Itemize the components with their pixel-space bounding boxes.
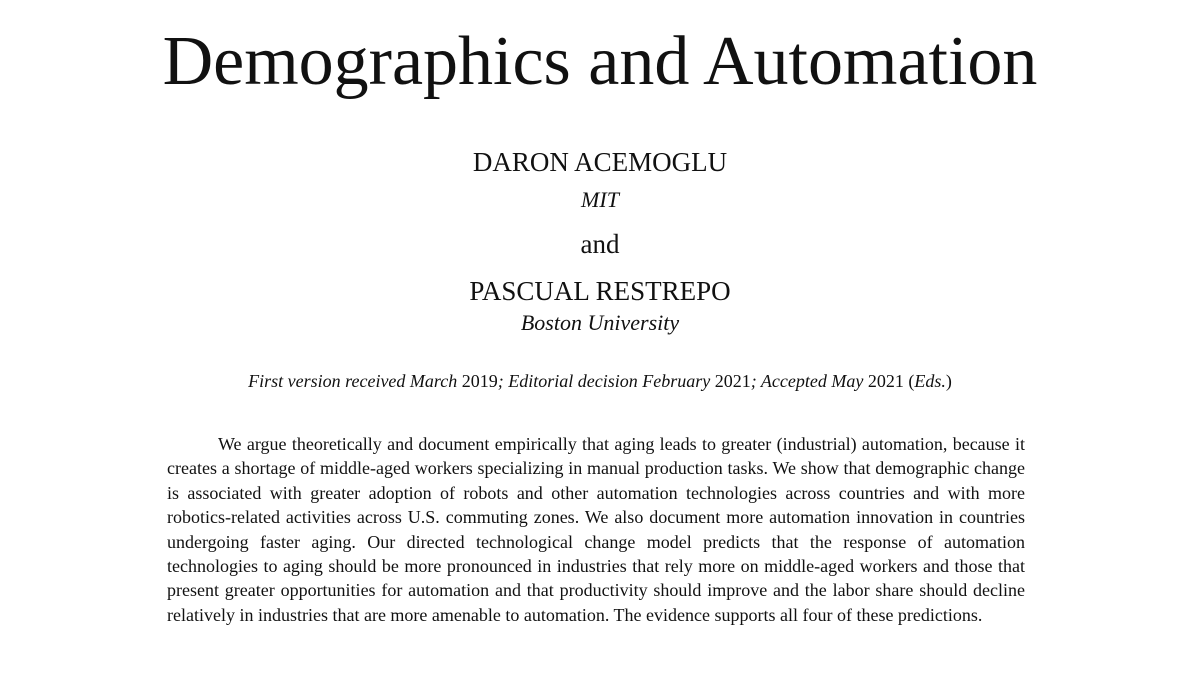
history-eds-open: (: [903, 371, 915, 391]
paper-title: Demographics and Automation: [162, 23, 1038, 100]
history-sep-1: ;: [497, 371, 509, 391]
history-first-label: First version received March: [248, 371, 462, 391]
history-eds-close: ): [945, 371, 952, 391]
author-affiliation-1: MIT: [581, 187, 619, 212]
author-affiliation-2: Boston University: [520, 310, 680, 335]
history-first-year: 2019: [461, 371, 498, 391]
author-name-1: DARON ACEMOGLU: [472, 147, 728, 177]
author-name-2: PASCUAL RESTREPO: [469, 276, 731, 306]
history-eds: Eds.: [914, 371, 946, 391]
history-accepted-label: Accepted May: [760, 371, 868, 391]
history-decision-label: Editorial decision February: [508, 371, 715, 391]
abstract-paragraph: We argue theoretically and document empirically that aging leads to greater (industrial) automation, because it creates a shortage of middle-aged workers specializing in manual production tasks. We show that demographic change is associated with greater adoption of robots and other automation technologies across countries and with more robotics-related activities across U.S. commuting zones. We also document more automation innovation in countries undergoing faster aging. Our directed technological change model predicts that the response of automation technologies to aging should be more pronounced in industries that rely more on middle-aged workers and those that present greater opportunities for automation and that productivity should improve and the labor share should decline relatively in industries that are more amenable to automation. The evidence supports all four of these predictions.: [167, 434, 1025, 625]
history-sep-2: ;: [750, 371, 761, 391]
author-conjunction: and: [580, 229, 620, 259]
submission-history: [0, 369, 1200, 393]
history-accepted-year: 2021: [867, 371, 904, 391]
history-decision-year: 2021: [714, 371, 751, 391]
